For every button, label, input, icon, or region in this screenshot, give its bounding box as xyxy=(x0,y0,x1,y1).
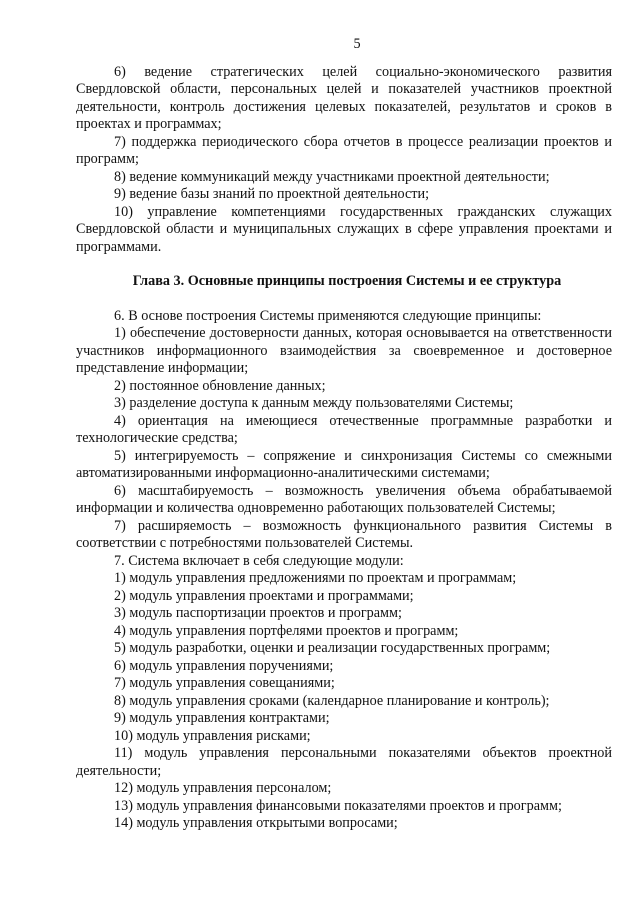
list-item: 11) модуль управления персональными показателями объектов проектной деятельности; xyxy=(76,745,612,779)
list-item: 8) модуль управления сроками (календарное планирование и контроль); xyxy=(114,692,550,709)
list-item: 10) управление компетенциями государственных гражданских служащих Свердловской области и муниципальных служащих в сфере управления проектами и программами. xyxy=(76,203,612,255)
list-item: 7) поддержка периодического сбора отчетов в процессе реализации проектов и программ; xyxy=(76,133,612,167)
chapter-heading: Глава 3. Основные принципы построения Системы и ее структура xyxy=(132,273,562,289)
list-item: 6) ведение стратегических целей социально-экономического развития Свердловской области, персональных целей и показателей участников проектной деятельности, контроль достижения целевых показателей, результатов и сроков в проектах и программах; xyxy=(76,63,612,132)
list-item: 4) ориентация на имеющиеся отечественные программные разработки и технологические средства; xyxy=(76,412,612,446)
list-item: 13) модуль управления финансовыми показателями проектов и программ; xyxy=(114,797,562,814)
list-item: 9) модуль управления контрактами; xyxy=(114,710,330,726)
section-lead: 6. В основе построения Системы применяются следующие принципы: xyxy=(114,307,542,324)
list-item: 10) модуль управления рисками; xyxy=(114,727,311,744)
list-item: 14) модуль управления открытыми вопросами; xyxy=(114,815,398,831)
document-page xyxy=(76,36,612,833)
list-item: 7) расширяемость – возможность функционального развития Системы в соответствии с потребностями пользователей Системы. xyxy=(76,517,612,551)
list-item: 9) ведение базы знаний по проектной деятельности; xyxy=(114,186,430,202)
modules-section xyxy=(76,553,612,833)
list-item: 8) ведение коммуникаций между участниками проектной деятельности; xyxy=(114,168,550,185)
list-item: 3) разделение доступа к данным между пользователями Системы; xyxy=(114,395,514,411)
list-item: 6) масштабируемость – возможность увеличения объема обрабатываемой информации и количества одновременно работающих пользователей Системы; xyxy=(76,482,612,516)
list-item: 2) модуль управления проектами и программами; xyxy=(114,587,414,604)
list-item: 1) модуль управления предложениями по проектам и программам; xyxy=(114,570,517,586)
list-item: 5) модуль разработки, оценки и реализации государственных программ; xyxy=(114,640,551,656)
list-item: 6) модуль управления поручениями; xyxy=(114,657,334,674)
list-item: 3) модуль паспортизации проектов и программ; xyxy=(114,605,402,621)
list-item: 12) модуль управления персоналом; xyxy=(114,780,332,796)
list-item: 1) обеспечение достоверности данных, которая основывается на ответственности участников информационного взаимодействия за своевременное и достоверное представление информации; xyxy=(76,325,612,376)
list-item: 5) интегрируемость – сопряжение и синхронизация Системы со смежными автоматизированными информационно-аналитическими системами; xyxy=(76,447,612,481)
list-item: 4) модуль управления портфелями проектов и программ; xyxy=(114,622,459,639)
intro-list xyxy=(76,64,612,257)
section-lead: 7. Система включает в себя следующие модули: xyxy=(114,552,404,569)
list-item: 7) модуль управления совещаниями; xyxy=(114,675,335,691)
page-number: 5 xyxy=(353,36,361,52)
principles-section xyxy=(76,308,612,553)
list-item: 2) постоянное обновление данных; xyxy=(114,377,326,394)
